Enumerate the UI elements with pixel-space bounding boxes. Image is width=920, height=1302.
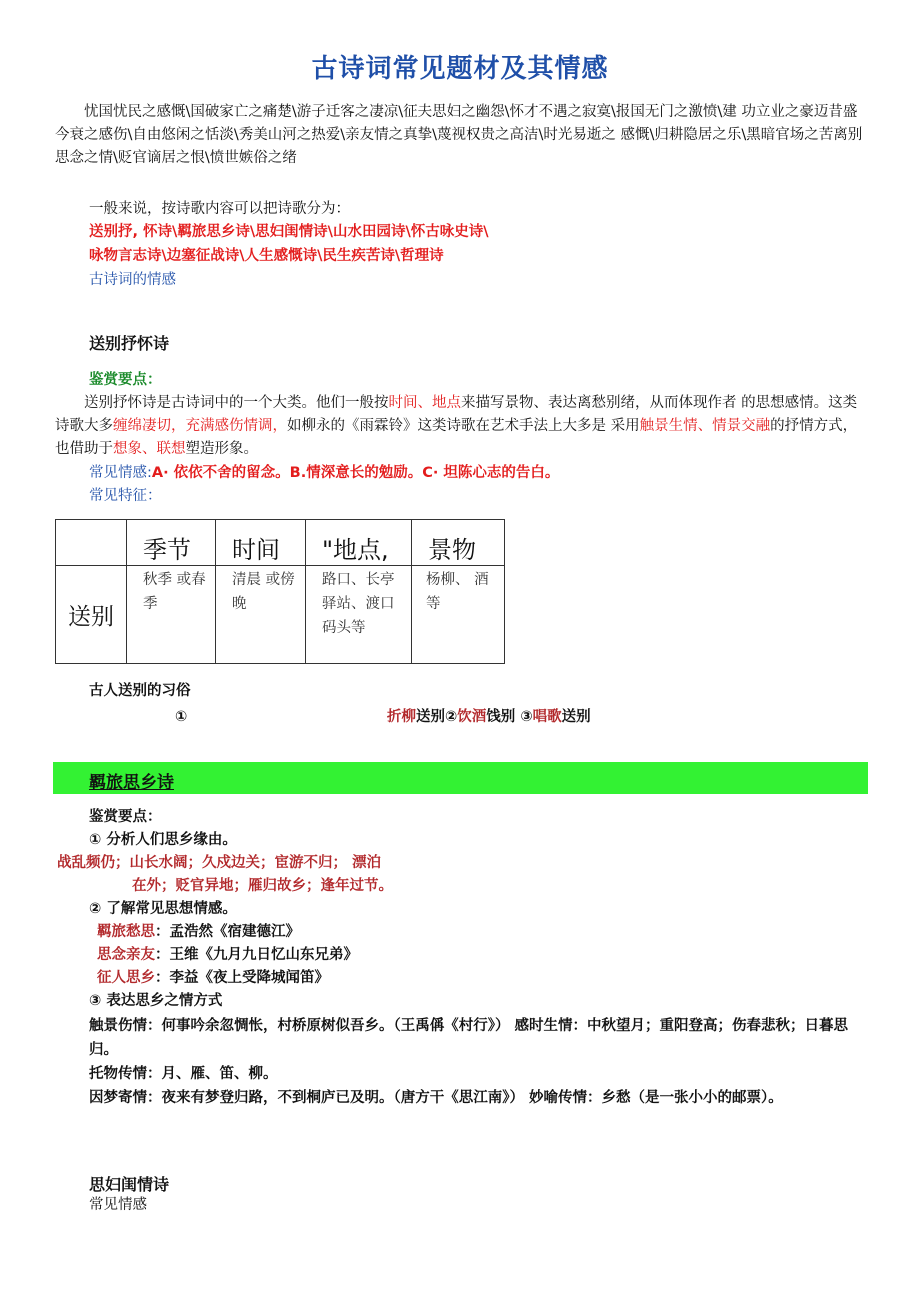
body-text-e: 塑造形象。 <box>185 441 258 457</box>
highlight-technique: 触景生情、情景交融 <box>639 418 771 434</box>
appreciate-label-1: 鉴赏要点： <box>89 372 162 388</box>
custom-hl-1: 折柳 <box>387 709 416 725</box>
emotion-line <box>89 462 559 484</box>
table-header: 季节 <box>127 520 216 566</box>
custom-heading: 古人送别的习俗 <box>89 683 191 699</box>
section-banner-homesick <box>53 762 868 794</box>
point-1: ① 分析人们思乡缘由。 <box>89 832 237 848</box>
table-header: "地点, <box>306 520 412 566</box>
emotion-item-text: ：李益《夜上受降城闻笛》 <box>155 970 329 986</box>
table-header: 时间 <box>216 520 306 566</box>
table-cell: 路口、长亭驿站、渡口码头等 <box>306 566 412 664</box>
body-text-d: 的抒情方式，也借助于 <box>55 418 858 457</box>
table-corner-cell <box>56 520 127 566</box>
reasons-line-2: 在外；贬官异地；雁归故乡；逢年过节。 <box>132 878 393 894</box>
method-1: 触景伤情：何事吟余忽惆怅，村桥原树似吾乡。（王禹偁《村行》） 感时生情：中秋望月；重阳登高；伤春悲秋；日暮思归。 <box>89 1018 849 1058</box>
custom-text-2: 饯别 ③ <box>486 709 533 725</box>
body-text-b: 来描写景物、表达离愁别绪，从而体现作者 的思想感情。这类诗歌大多 <box>55 395 858 434</box>
classify-line-2: 咏物言志诗\边塞征战诗\人生感慨诗\民生疾苦诗\哲理诗 <box>89 248 444 264</box>
body-text-a: 送别抒怀诗是古诗词中的一个大类。他们一般按 <box>84 395 389 411</box>
emotion-item-1 <box>97 921 300 943</box>
emotion-item-text: ：王维《九月九日忆山东兄弟》 <box>155 947 358 963</box>
emotion-item-label: 思念亲友 <box>97 947 155 963</box>
custom-text-3: 送别 <box>561 709 591 725</box>
custom-hl-2: 饮酒 <box>457 709 487 725</box>
table-cell: 杨柳、 酒等 <box>412 566 505 664</box>
method-3: 因梦寄情：夜来有梦登归路，不到桐庐已及明。（唐方干《思江南》） 妙喻传情：乡愁（是一张小小的邮票）。 <box>89 1090 783 1106</box>
highlight-sentiment: 缠绵凄切，充满感伤情调， <box>113 418 287 434</box>
highlight-time-place: 时间、地点 <box>388 395 461 411</box>
section-heading-boudoir: 思妇闺情诗 <box>89 1175 170 1194</box>
method-paragraph <box>89 1014 874 1110</box>
intro-paragraph <box>55 101 867 170</box>
method-2: 托物传情：月、雁、笛、柳。 <box>89 1066 278 1082</box>
farewell-body <box>55 392 867 461</box>
boudoir-subheading: 常见情感 <box>89 1197 147 1213</box>
table-header: 景物 <box>412 520 505 566</box>
table-row-label: 送别 <box>56 566 127 664</box>
classify-line-3: 古诗词的情感 <box>89 272 176 288</box>
custom-list <box>387 706 591 728</box>
classify-lead: 一般来说，按诗歌内容可以把诗歌分为： <box>89 201 350 217</box>
emotion-item-text: ：孟浩然《宿建德江》 <box>155 924 300 940</box>
table-row <box>56 566 505 664</box>
emotion-label: 常见情感: <box>89 465 152 481</box>
appreciate-label-2: 鉴赏要点： <box>89 809 162 825</box>
classify-line-1: 送别抒, 怀诗\羁旅思乡诗\思妇闺情诗\山水田园诗\怀古咏史诗\ <box>89 224 489 240</box>
table-cell: 秋季 或春季 <box>127 566 216 664</box>
farewell-feature-table <box>55 519 505 664</box>
custom-text-1: 送别② <box>416 709 458 725</box>
reasons-line-1: 战乱频仍；山长水阔；久戍边关；宦游不归； 漂泊 <box>57 855 382 871</box>
emotion-item-3 <box>97 967 329 989</box>
body-text-c: 如柳永的《雨霖铃》这类诗歌在艺术手法上大多是 采用 <box>287 418 640 434</box>
section-heading-farewell: 送别抒怀诗 <box>89 334 170 353</box>
intro-text: 忧国忧民之感慨\国破家亡之痛楚\游子迁客之凄凉\征夫思妇之幽怨\怀才不遇之寂寞\报国无门之激愤\建 功立业之豪迈昔盛今衰之感伤\自由悠闲之恬淡\秀美山河之热爱\亲友情之真挚\蔑视权贵之高洁\时光易逝之 感慨\归耕隐居之乐\黑暗官场之苦离别思念之情\贬官谪居之恨\愤世嫉俗之绪 <box>55 104 863 166</box>
table-header-row <box>56 520 505 566</box>
feature-label: 常见特征： <box>89 488 162 504</box>
custom-hl-3: 唱歌 <box>532 709 562 725</box>
emotion-item-2 <box>97 944 358 966</box>
emotion-item-label: 羁旅愁思 <box>97 924 155 940</box>
emotion-text: A· 依依不舍的留念。B.情深意长的勉励。C· 坦陈心志的告白。 <box>151 465 560 481</box>
table-cell: 清晨 或傍晚 <box>216 566 306 664</box>
custom-number: ① <box>175 709 188 725</box>
highlight-imagination: 想象、联想 <box>113 441 186 457</box>
emotion-item-label: 征人思乡 <box>97 970 155 986</box>
section-heading-homesick: 羁旅思乡诗 <box>89 773 174 793</box>
point-3: ③ 表达思乡之情方式 <box>89 993 223 1009</box>
page-title: 古诗词常见题材及其情感 <box>311 54 609 84</box>
point-2: ② 了解常见思想情感。 <box>89 901 237 917</box>
